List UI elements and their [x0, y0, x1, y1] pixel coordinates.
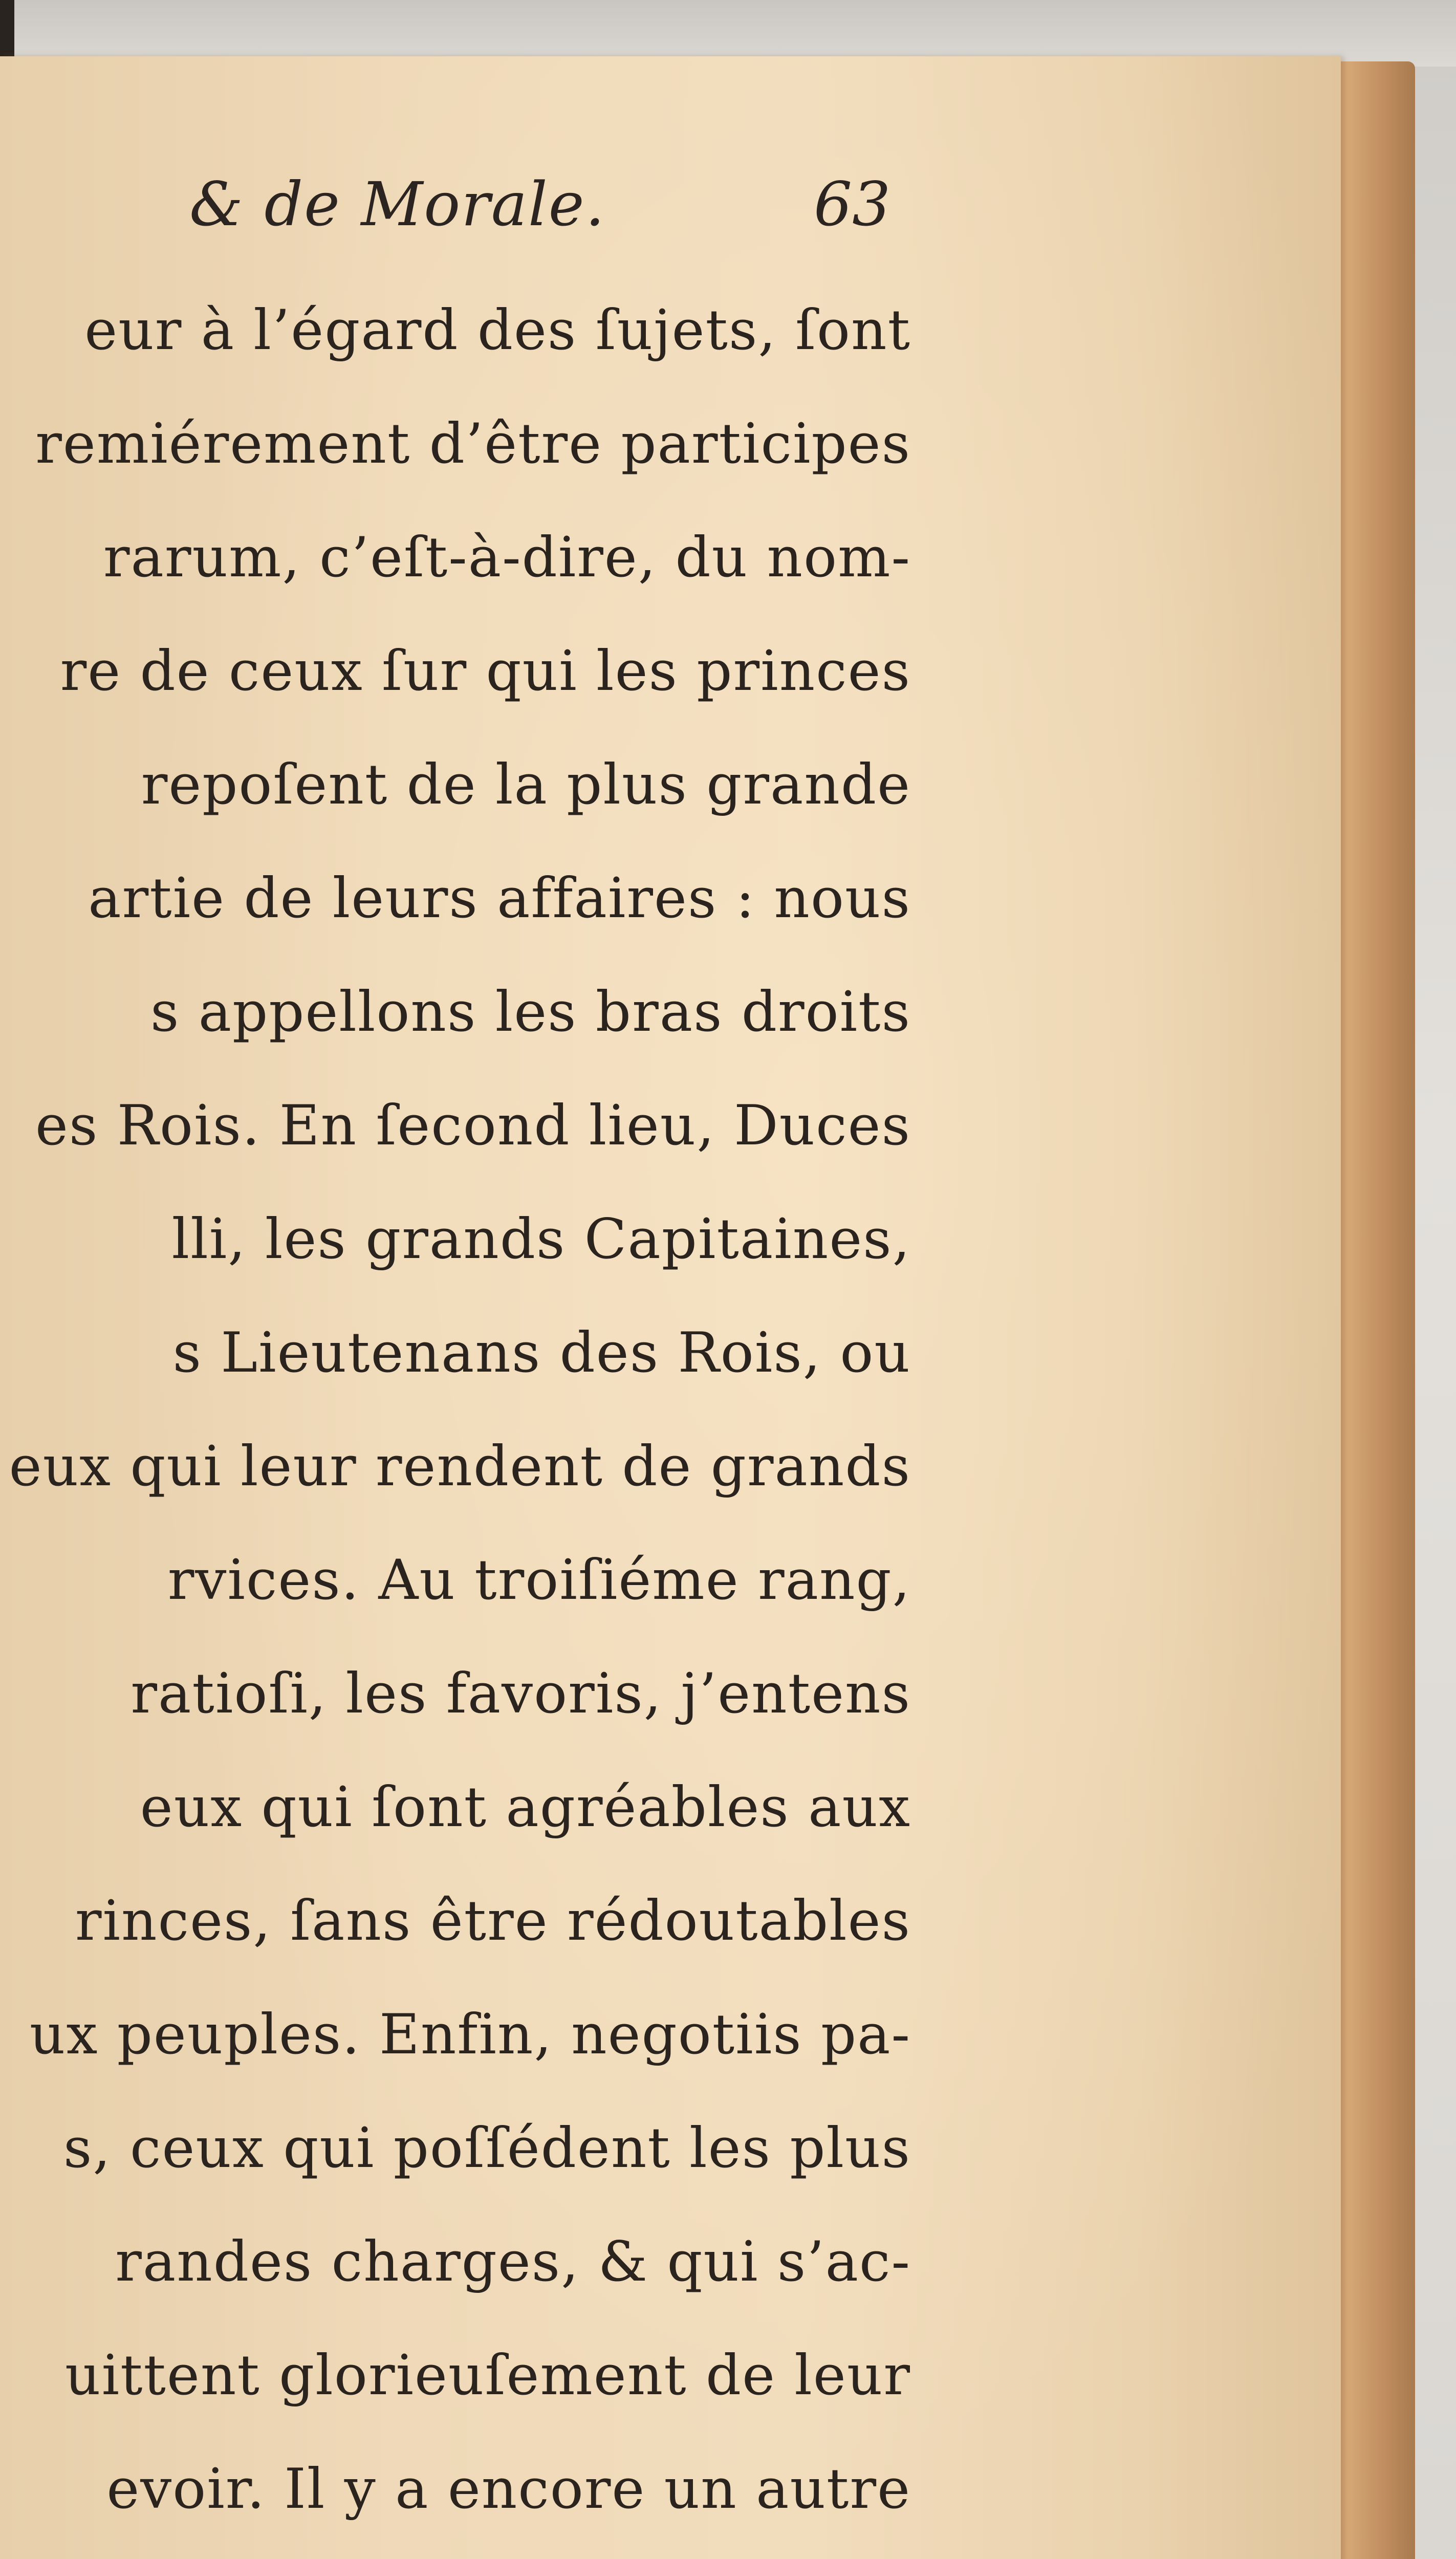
page-number: 63 [814, 169, 891, 240]
text-line: randes charges, & qui s’ac- [115, 2230, 911, 2294]
text-line: uittent glorieuſement de leur [65, 2344, 911, 2408]
text-line: s appellons les bras droits [150, 980, 911, 1044]
book-page [0, 56, 1341, 2559]
text-line: ux peuples. Enfin, negotiis pa- [29, 2003, 911, 2067]
text-line: re de ceux ſur qui les princes [60, 639, 911, 703]
text-line: s, ceux qui poſſédent les plus [63, 2116, 911, 2180]
text-line: eux qui leur rendent de grands [9, 1435, 911, 1499]
text-line: lli, les grands Capitaines, [171, 1207, 911, 1271]
text-line: eux qui ſont agréables aux [140, 1775, 911, 1839]
text-line: repoſent de la plus grande [141, 753, 911, 817]
page-content [0, 56, 921, 2559]
text-line: artie de leurs affaires : nous [88, 866, 911, 930]
text-line [0, 2546, 911, 2559]
text-line: rinces, ſans être rédoutables [75, 1889, 911, 1953]
text-line: ratioſi, les favoris, j’entens [131, 1662, 911, 1726]
text-line: evoir. Il y a encore un autre [106, 2457, 911, 2521]
text-line: rarum, c’eſt-à-dire, du nom- [103, 526, 911, 590]
text-line: rvices. Au troiſiéme rang, [167, 1548, 911, 1612]
running-head: & de Morale. [189, 169, 606, 240]
page-header [0, 169, 921, 241]
body-text [0, 274, 911, 2559]
text-line: eur à l’égard des ſujets, ſont [84, 298, 911, 362]
text-line: remiérement d’être participes [35, 412, 911, 476]
text-line: s Lieutenans des Rois, ou [172, 1321, 911, 1385]
text-line: es Rois. En ſecond lieu, Duces [35, 1094, 911, 1158]
